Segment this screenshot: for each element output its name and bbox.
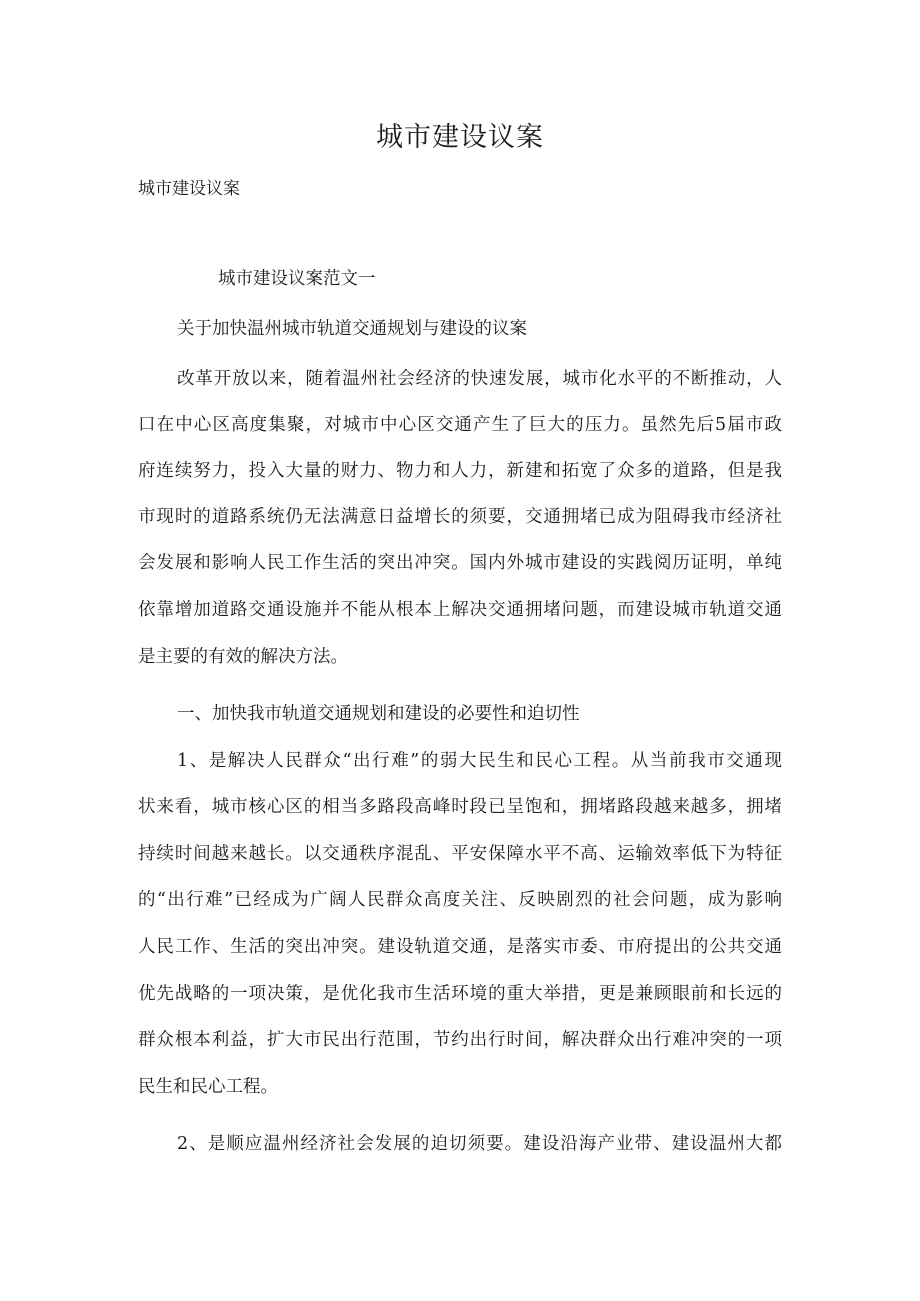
point-one-line: 持续时间越来越长。以交通秩序混乱、平安保障水平不高、运输效率低下为特征 bbox=[138, 844, 782, 864]
point-one-line: 状来看，城市核心区的相当多路段高峰时段已呈饱和，拥堵路段越来越多，拥堵 bbox=[138, 797, 782, 817]
point-one-line: 群众根本利益，扩大市民出行范围，节约出行时间，解决群众出行难冲突的一项 bbox=[138, 1030, 782, 1050]
point-one-line: 人民工作、生活的突出冲突。建设轨道交通，是落实市委、市府提出的公共交通 bbox=[138, 937, 782, 957]
document-subtitle: 城市建设议案 bbox=[138, 179, 240, 199]
intro-line: 会发展和影响人民工作生活的突出冲突。国内外城市建设的实践阅历证明，单纯 bbox=[138, 553, 782, 573]
intro-line: 市现时的道路系统仍无法满意日益增长的须要，交通拥堵已成为阻碍我市经济社 bbox=[138, 507, 782, 527]
point-two-line: 2、是顺应温州经济社会发展的迫切须要。建设沿海产业带、建设温州大都 bbox=[177, 1134, 782, 1154]
intro-line: 依靠增加道路交通设施并不能从根本上解决交通拥堵问题，而建设城市轨道交通 bbox=[138, 600, 782, 620]
point-one-line: 的“出行难”已经成为广阔人民群众高度关注、反映剧烈的社会问题，成为影响 bbox=[138, 890, 782, 910]
point-one-line: 1、是解决人民群众“出行难”的弱大民生和民心工程。从当前我市交通现 bbox=[177, 751, 782, 771]
intro-line: 口在中心区高度集聚，对城市中心区交通产生了巨大的压力。虽然先后5届市政 bbox=[138, 415, 782, 435]
intro-line: 改革开放以来，随着温州社会经济的快速发展，城市化水平的不断推动，人 bbox=[177, 369, 782, 389]
section-title: 城市建设议案范文一 bbox=[218, 269, 376, 289]
intro-line: 府连续努力，投入大量的财力、物力和人力，新建和拓宽了众多的道路，但是我 bbox=[138, 461, 782, 481]
document-title: 城市建设议案 bbox=[376, 122, 544, 153]
intro-line: 是主要的有效的解决方法。 bbox=[138, 647, 348, 667]
proposal-title: 关于加快温州城市轨道交通规划与建设的议案 bbox=[177, 319, 527, 339]
section-heading: 一、加快我市轨道交通规划和建设的必要性和迫切性 bbox=[177, 704, 580, 724]
point-one-line: 民生和民心工程。 bbox=[138, 1077, 278, 1097]
point-one-line: 优先战略的一项决策，是优化我市生活环境的重大举措，更是兼顾眼前和长远的 bbox=[138, 984, 782, 1004]
